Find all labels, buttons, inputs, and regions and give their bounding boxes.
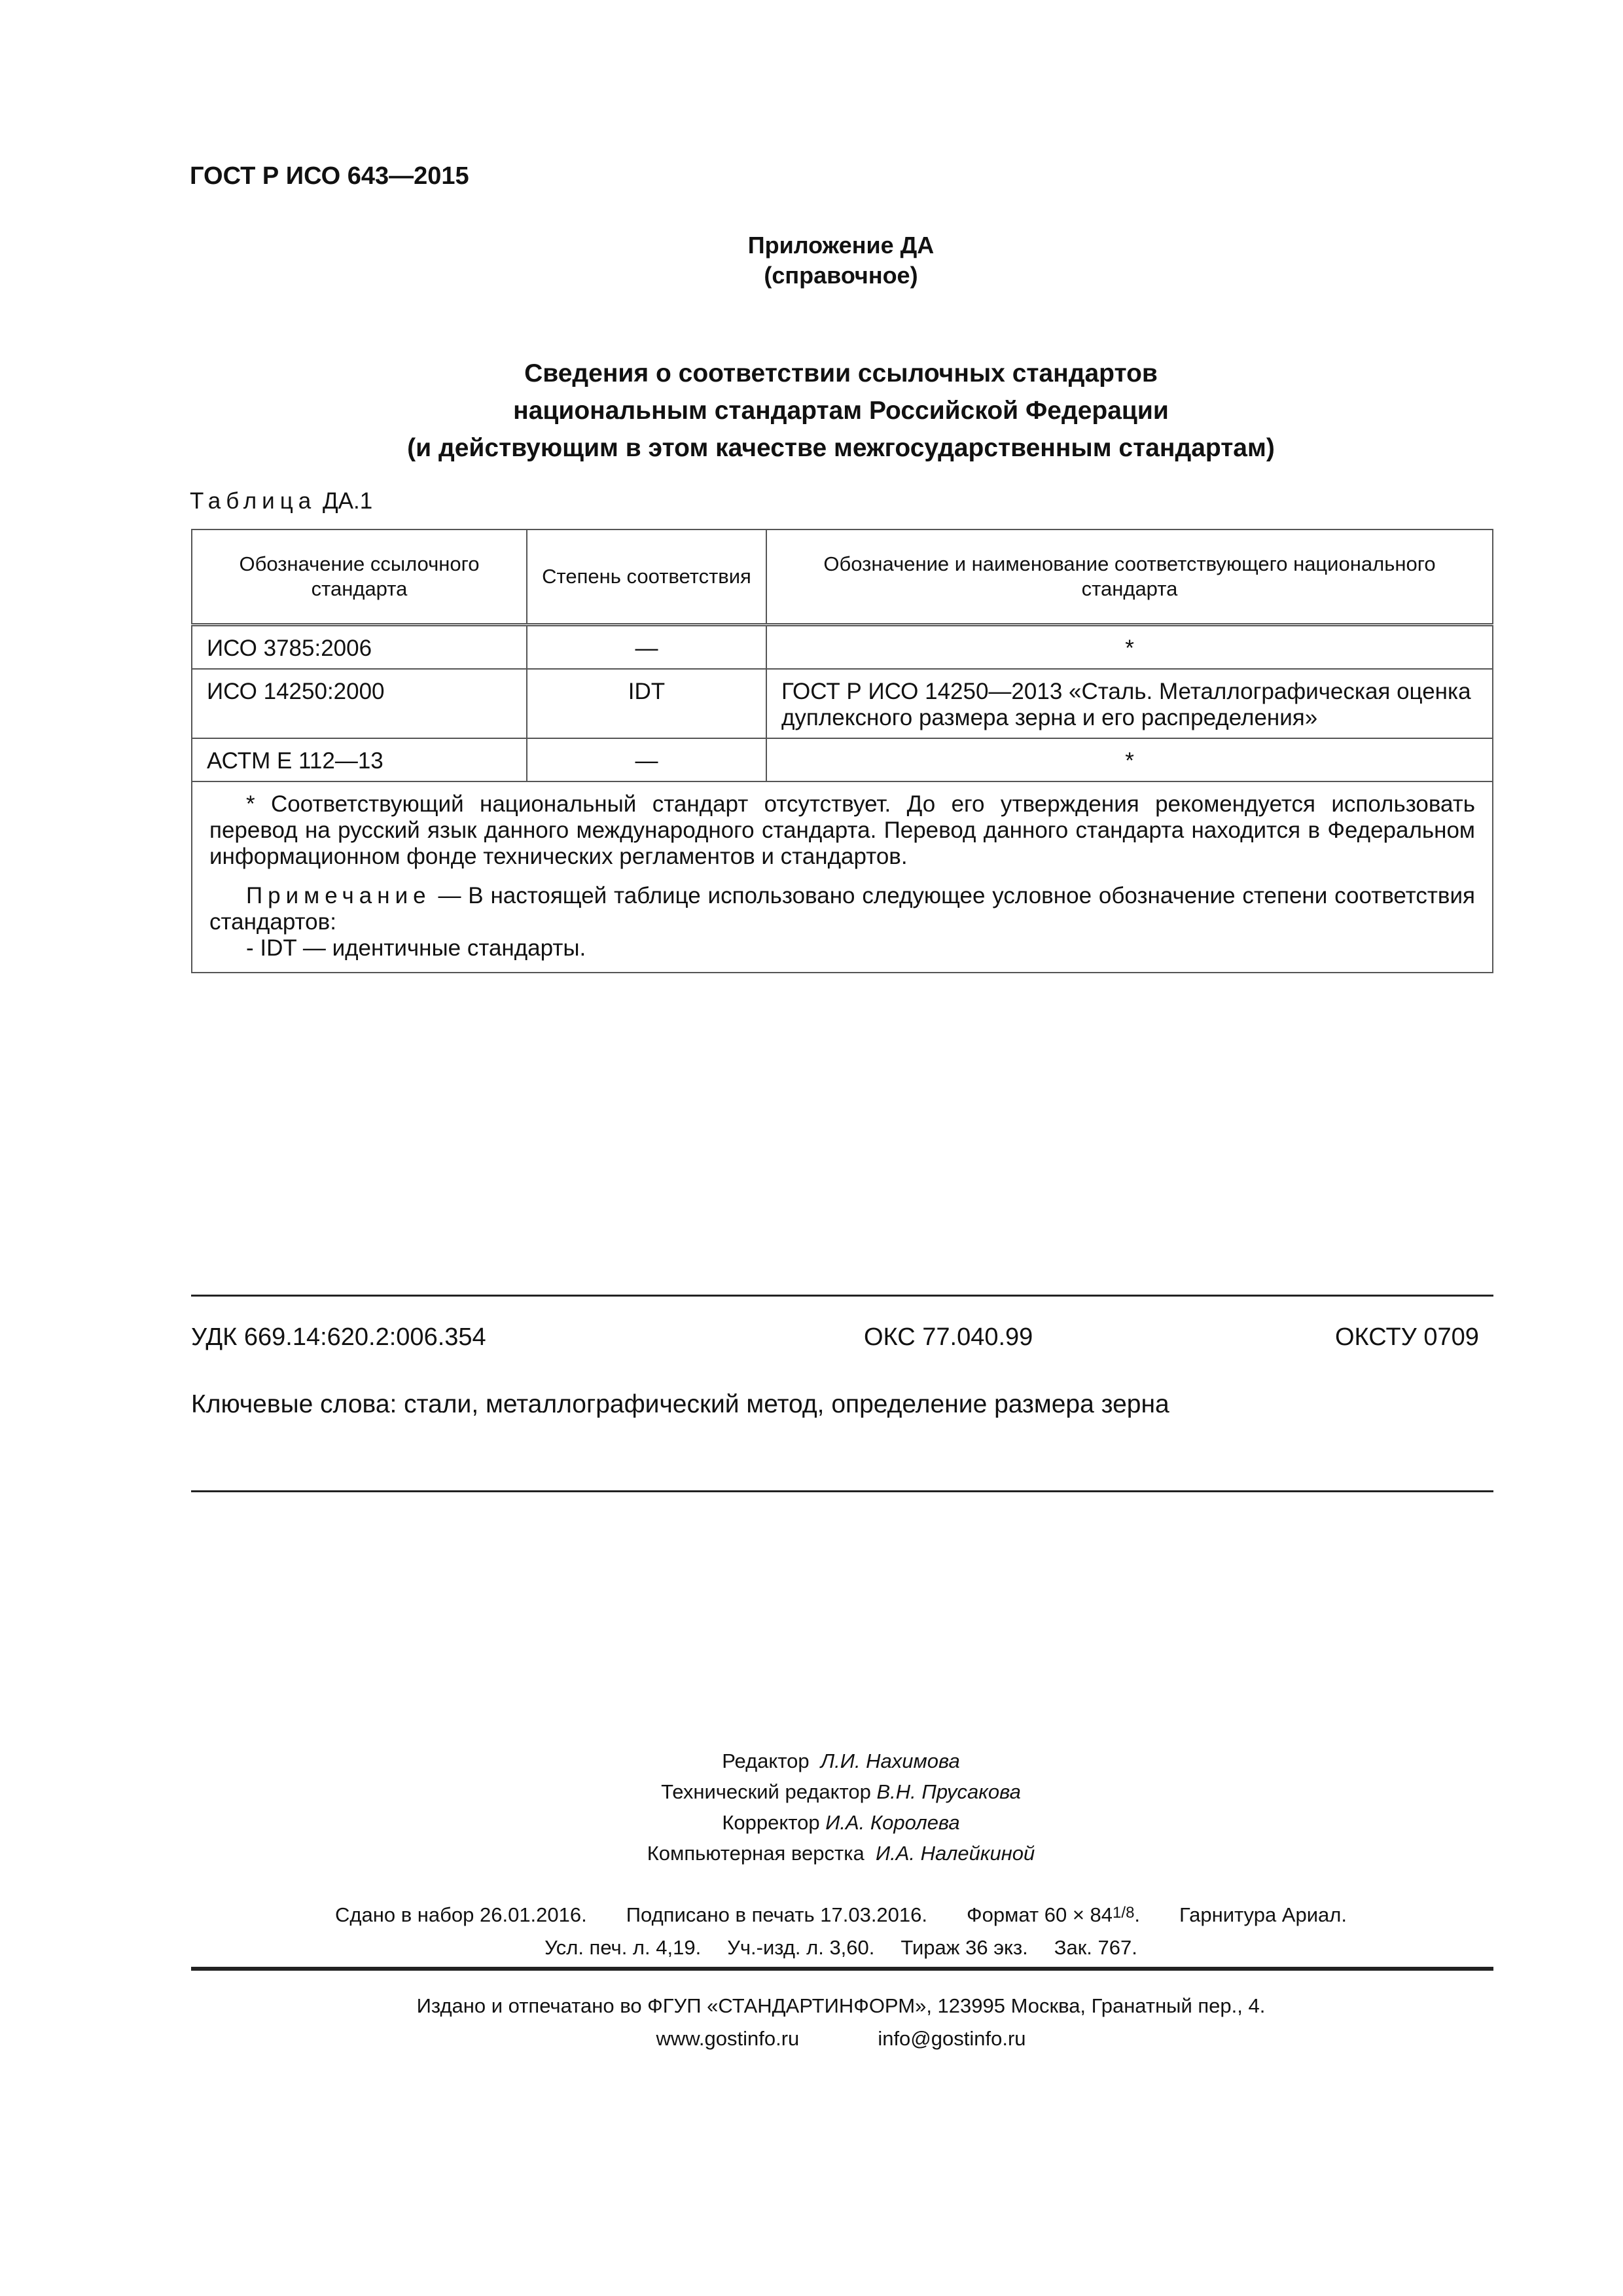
cell-degree: — — [527, 738, 766, 781]
cell-national: * — [766, 738, 1493, 781]
header-ref-standard: Обозначение ссылочного стандарта — [192, 529, 527, 625]
table-note — [209, 883, 1475, 961]
print-signed: Подписано в печать 17.03.2016. — [626, 1903, 928, 1926]
section-heading — [190, 355, 1492, 467]
table-notes — [192, 781, 1493, 973]
print-order: Зак. 767. — [1054, 1936, 1137, 1959]
cell-ref: АСТМ Е 112—13 — [192, 738, 527, 781]
editor-name: Л.И. Нахимова — [820, 1749, 960, 1772]
note-text: — В настоящей таблице использовано следующее условное обозначение степени соответствия стандартов: — [209, 883, 1475, 935]
credit-tech-editor — [190, 1776, 1492, 1807]
table-row — [192, 669, 1493, 738]
appendix-name: Приложение ДА — [747, 232, 935, 259]
layout-label: Компьютерная верстка — [647, 1842, 865, 1865]
oks-code: ОКС 77.040.99 — [864, 1323, 1033, 1351]
print-edu-sheets: Уч.-изд. л. 3,60. — [727, 1936, 875, 1959]
publisher-block — [190, 1990, 1492, 2055]
heading-line-3: (и действующим в этом качестве межгосударственным стандартам) — [407, 434, 1275, 462]
print-run: Тираж 36 экз. — [901, 1936, 1028, 1959]
table-caption-number: ДА.1 — [322, 488, 373, 514]
tech-editor-name: В.Н. Прусакова — [876, 1780, 1021, 1803]
credit-editor — [190, 1746, 1492, 1776]
okstu-code: ОКСТУ 0709 — [1335, 1323, 1479, 1351]
standards-table — [191, 529, 1493, 973]
note-label: Примечание — [246, 883, 431, 908]
cell-national: ГОСТ Р ИСО 14250—2013 «Сталь. Металлографическая оценка дуплексного размера зерна и его распределения» — [766, 669, 1493, 738]
table-notes-row — [192, 781, 1493, 973]
note-item: - IDT — идентичные стандарты. — [246, 935, 586, 961]
proof-label: Корректор — [722, 1811, 820, 1834]
cell-national: * — [766, 625, 1493, 670]
keywords: Ключевые слова: стали, металлографический метод, определение размера зерна — [191, 1390, 1169, 1418]
layout-name: И.А. Налейкиной — [875, 1842, 1035, 1865]
print-sheets: Усл. печ. л. 4,19. — [544, 1936, 702, 1959]
udk-code: УДК 669.14:620.2:006.354 — [191, 1323, 486, 1351]
publisher-site-link[interactable]: www.gostinfo.ru — [656, 2027, 800, 2050]
print-info — [190, 1897, 1492, 1964]
publisher-contacts — [190, 2022, 1492, 2055]
heading-line-1: Сведения о соответствии ссылочных стандартов — [524, 359, 1158, 387]
table-caption — [190, 488, 372, 514]
heading-line-2: национальным стандартам Российской Федерации — [513, 397, 1169, 425]
divider-middle — [191, 1490, 1493, 1492]
table-caption-label: Таблица — [190, 488, 317, 514]
divider-bottom — [191, 1967, 1493, 1971]
cell-degree: — — [527, 625, 766, 670]
header-degree: Степень соответствия — [527, 529, 766, 625]
print-line-1: Сдано в набор 26.01.2016. Подписано в печать 17.03.2016. Формат 60 × 841/8. Гарнитура Ариал. — [335, 1903, 1347, 1926]
print-format: Формат 60 × 84 — [967, 1903, 1113, 1926]
document-code: ГОСТ Р ИСО 643—2015 — [190, 162, 469, 190]
publisher-line: Издано и отпечатано во ФГУП «СТАНДАРТИНФОРМ», 123995 Москва, Гранатный пер., 4. — [416, 1994, 1266, 2017]
cell-degree: IDT — [527, 669, 766, 738]
credits-block — [190, 1746, 1492, 1869]
cell-ref: ИСО 3785:2006 — [192, 625, 527, 670]
table-row — [192, 738, 1493, 781]
table-header-row — [192, 529, 1493, 625]
credit-layout — [190, 1838, 1492, 1869]
credit-proofreader — [190, 1807, 1492, 1838]
appendix-title — [190, 230, 1492, 291]
print-line-2 — [190, 1931, 1492, 1964]
header-national-standard: Обозначение и наименование соответствующего национального стандарта — [766, 529, 1493, 625]
publisher-email-link[interactable]: info@gostinfo.ru — [878, 2027, 1026, 2050]
divider-top — [191, 1295, 1493, 1297]
table-row — [192, 625, 1493, 670]
print-submitted: Сдано в набор 26.01.2016. — [335, 1903, 587, 1926]
print-font: Гарнитура Ариал. — [1179, 1903, 1347, 1926]
editor-label: Редактор — [722, 1749, 810, 1772]
table-footnote: * Соответствующий национальный стандарт отсутствует. До его утверждения рекомендуется использовать перевод на русский язык данного международного стандарта. Перевод данного стандарта находится в Федеральном информационном фонде технических регламентов и стандартов. — [209, 791, 1475, 869]
tech-editor-label: Технический редактор — [661, 1780, 871, 1803]
cell-ref: ИСО 14250:2000 — [192, 669, 527, 738]
print-format-fraction: 1/8 — [1113, 1904, 1135, 1922]
proof-name: И.А. Королева — [825, 1811, 960, 1834]
appendix-kind: (справочное) — [764, 262, 918, 289]
